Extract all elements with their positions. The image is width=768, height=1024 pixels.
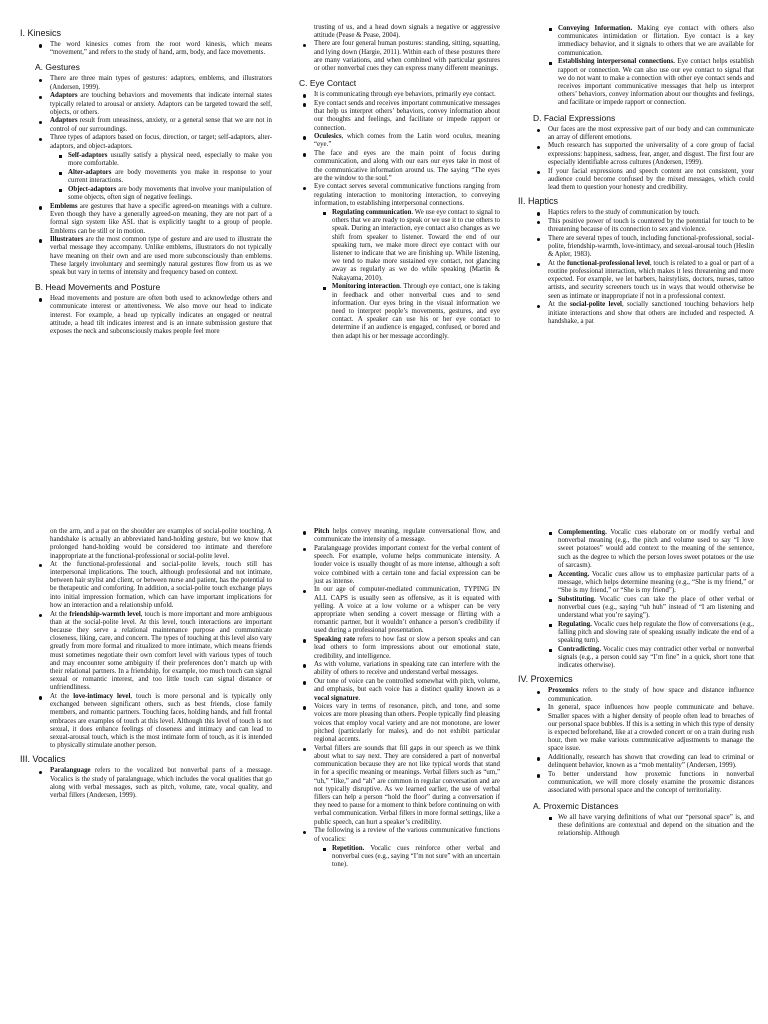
bullet-item xyxy=(518,25,754,108)
bullet-text: are body movements that involve your manipulation of some objects, often sign of negative feelings. xyxy=(68,185,272,201)
subsection-heading: D. Facial Expressions xyxy=(533,112,616,123)
bullet-item xyxy=(518,754,754,770)
bullet-text: At the xyxy=(50,693,74,701)
bullet-item xyxy=(518,771,754,796)
bullet-item xyxy=(284,133,500,149)
bullet-text: Vocalic cues help regulate the flow of conversations (e.g., falling pitch and slowing rate of speaking usually indicate the end of a speaking turn). xyxy=(558,620,754,645)
bullet-item xyxy=(284,100,500,133)
bullet-text: Verbal fillers are sounds that fill gaps in our speech as we think about what to say next. They are considered a part of nonverbal communication because they are not like typical words that stand in for a specific meaning or meanings. Verbal fillers such as “um,” “uh,” “like,” and “ah” are common in regular conversation and are not typically disruptive. As we learned earlier, the use of verbal fillers can help a person “hold the floor” during a conversation if they need to pause for a moment to think before continuing on with verbal communication. Verbal fillers in more formal settings, like a public speech, can hurt a speaker’s credibility. xyxy=(314,744,500,826)
bullet-text: Vocalic cues can take the place of other verbal or nonverbal cues (e.g., saying “uh huh” instead of “I am listening and understand what you’re saying”). xyxy=(558,595,754,620)
bullet-item xyxy=(284,40,500,73)
bullet-text: , which comes from the Latin word oculus, meaning “eye.” xyxy=(314,133,500,149)
bullet-text: In general, space influences how people communicate and behave. Smaller spaces with a higher density of people often lead to breaches of our personal space bubbles. If this is a setting in which this type of density is expected beforehand, like at a crowded concert or on a train during rush hour, then we make various communicative adjustments to manage the space issue. xyxy=(548,704,754,753)
bold-term: Paralanguage xyxy=(50,767,91,775)
bullet-item xyxy=(20,92,272,117)
bullet-text: There are four general human postures: standing, sitting, squatting, and lying down (Hargie, 2011). Within each of these postures there are many variations, and when combined with particular gestures or other nonverbal cues they can express many different meanings. xyxy=(314,40,500,73)
bullet-list xyxy=(518,814,754,839)
subsection-heading: C. Eye Contact xyxy=(299,78,357,89)
subsection-heading: A. Gestures xyxy=(35,62,80,73)
sub-bullet-item xyxy=(540,58,754,107)
bullet-text: Much research has supported the universality of a core group of facial expressions: happiness, sadness, fear, anger, and disgust. The first four are especially identifiable across cultures (Andersen, 1999). xyxy=(548,142,754,166)
bullet-item xyxy=(20,561,272,610)
bold-term: Monitoring interaction xyxy=(332,283,400,291)
bullet-text: Eye contact serves several communicative functions ranging from regulating interaction to monitoring interaction, to conveying information, to establishing interpersonal connections. xyxy=(314,183,500,207)
bold-term: Regulating communication xyxy=(332,209,412,217)
bullet-list xyxy=(518,687,754,795)
bullet-text: Vocalic cues may contradict other verbal or nonverbal signals (e.g., a person could say “I’m fine” in a quick, short tone that indicates otherwise). xyxy=(558,645,754,670)
bullet-text: Head movements and posture are often both used to acknowledge others and communicate interest or attentiveness. We also move our head to indicate interest. For example, a head up typically indicates an engaged or neutral attitude, a head tilt indicates interest and is an innate submission gesture that exposes the neck and subconsciously makes people feel more xyxy=(50,295,272,336)
bold-term: Adaptors xyxy=(50,117,78,125)
bullet-list xyxy=(20,41,272,57)
bullet-text: helps convey meaning, regulate conversational flow, and communicate the intensity of a message. xyxy=(314,528,500,544)
bullet-text: . We use eye contact to signal to others that we are ready to speak or we use it to cue others to speak. During an interaction, eye contact also changes as we shift from speaker to listener. Toward the end of our speaking turn, we make more direct eye contact with our listener to indicate that we are finishing up. While listening, we tend to make more sustained eye contact, not glancing away as regularly as we do while speaking (Martin & Nakayama, 2010). xyxy=(332,209,500,282)
bullet-item xyxy=(284,586,500,635)
bullet-list xyxy=(20,295,272,336)
bullet-text: There are three main types of gestures: adaptors, emblems, and illustrators (Andersen, 1999). xyxy=(50,75,272,91)
bullet-list xyxy=(284,528,500,869)
sub-bullet-item xyxy=(540,571,754,596)
bullet-text: As with volume, variations in speaking rate can interfere with the ability of others to receive and understand verbal messages. xyxy=(314,661,500,677)
bullet-text: refers to the study of how space and distance influence communication. xyxy=(548,687,754,703)
sub-bullet-item xyxy=(314,845,500,870)
column-3 xyxy=(518,528,754,1022)
bullet-list xyxy=(518,209,754,326)
bullet-text: To better understand how proxemic functions in nonverbal communication, we will more closely examine the proxemic distances associated with personal space and the concept of territoriality. xyxy=(548,770,754,795)
bullet-item xyxy=(284,636,500,661)
bullet-text: result from uneasiness, anxiety, or a general sense that we are not in control of our surroundings. xyxy=(50,117,272,133)
sub-bullet-item xyxy=(314,209,500,283)
section-heading: IV. Proxemics xyxy=(518,674,573,685)
bullet-text: Three types of adaptors based on focus, direction, or target; self-adaptors, alter-adaptors, and object-adaptors. xyxy=(50,134,272,150)
bold-term: Regulating. xyxy=(558,620,592,628)
sub-bullet-item xyxy=(540,646,754,671)
section-heading: II. Haptics xyxy=(518,196,559,207)
bullet-text: are body movements you make in response to your current interactions. xyxy=(68,168,272,184)
bullet-text: Haptics refers to the study of communication by touch. xyxy=(548,209,700,217)
bullet-text: Our faces are the most expressive part of our body and can communicate an array of different emotions. xyxy=(548,125,754,141)
bullet-text: This positive power of touch is countered by the potential for touch to be threatening because of its connection to sex and violence. xyxy=(548,217,754,234)
paragraph-text: on the arm, and a pat on the shoulder are examples of social-polite touching. A handshake is actually an abbreviated hand-holding gesture, but we know that prolonged hand-holding would be considered too intimate and therefore inappropriate at the functional-professional or social-polite level. xyxy=(50,528,272,560)
bullet-list xyxy=(518,529,754,670)
column-2 xyxy=(284,528,500,1022)
bullet-text: , touch is related to a goal or part of a routine professional interaction, which makes it less threatening and more expected. For example, we let barbers, hairstylists, doctors, nurses, tattoo artists, and security screeners touch us in ways that would otherwise be seen as intimate or inappropriate if not in a professional context. xyxy=(548,259,754,300)
column-1 xyxy=(20,528,272,1022)
bullet-text: Vocalic cues reinforce other verbal and nonverbal cues (e.g., saying “I’m not sure” with an uncertain tone). xyxy=(332,844,500,869)
sub-bullet-list xyxy=(314,209,500,341)
bullet-item xyxy=(20,134,272,202)
bullet-text: If your facial expressions and speech content are not consistent, your audience could become confused by the mixed messages, which could lead them to question your honesty and credibility. xyxy=(548,167,754,191)
bold-term: Oculesics xyxy=(314,133,342,141)
bold-term: functional-professional level xyxy=(566,259,650,267)
bullet-text: Making eye contact with others also communicates intimidation or flirtation. Eye contact is a key immediacy behavior, and it signals to others that we are available for communication. xyxy=(558,25,754,57)
bullet-item xyxy=(20,236,272,277)
bullet-text: Eye contact sends and receives important communicative messages that help us interpret others’ behaviors, convey information about our thoughts and feelings, and facilitate or impede rapport or connection. xyxy=(314,99,500,132)
subsection-heading: A. Proxemic Distances xyxy=(533,800,619,811)
bullet-text: Voices vary in terms of resonance, pitch, and tone, and some voices are more pleasing than others. People typically find pleasing voices that employ vocal variety and are not monotone, are lower pitched (particularly for males), and do not exhibit particular regional accents. xyxy=(314,703,500,744)
page-slice-1 xyxy=(0,24,768,470)
bullet-item xyxy=(284,745,500,827)
bullet-text: are gestures that have a specific agreed-on meanings with a culture. Even though they have a generally agreed-on meaning, they are not part of a formal sign system like ASL that is explicitly taught to a group of people. Emblems can be still or in motion. xyxy=(50,202,272,235)
bullet-text: Additionally, research has shown that crowding can lead to criminal or delinquent behavior, known as a “mob mentality” (Andersen, 1999). xyxy=(548,754,754,770)
bullet-item xyxy=(284,703,500,744)
bullet-text: Paralanguage provides important context for the verbal content of speech. For example, volume helps communicate intensity. A louder voice is usually thought of as more intense, although a soft voice combined with a certain tone and facial expression can be just as intense. xyxy=(314,544,500,585)
bullet-text: usually satisfy a physical need, especially to make you more comfortable. xyxy=(68,151,272,167)
bold-term: vocal signature xyxy=(314,694,359,702)
sub-bullet-item xyxy=(50,186,272,202)
sub-bullet-item xyxy=(50,169,272,185)
sub-bullet-item xyxy=(540,596,754,621)
bold-term: Repetition. xyxy=(332,844,365,852)
bullet-item xyxy=(20,41,272,57)
bold-term: Emblems xyxy=(50,202,78,210)
bullet-item xyxy=(518,126,754,142)
bullet-item xyxy=(20,295,272,336)
bullet-item xyxy=(20,693,272,750)
sub-bullet-item xyxy=(50,152,272,168)
bullet-list xyxy=(518,25,754,108)
section-heading: III. Vocalics xyxy=(20,754,66,765)
bullet-item xyxy=(284,183,500,340)
bullet-item xyxy=(284,827,500,869)
bullet-text: . Through eye contact, one is taking in feedback and other nonverbal cues and to send information. Our eyes bring in the visual information we need to interpret people’s movements, gestures, and eye contact. A speaker can use his or her eye contact to determine if an audience is engaged, confused, or bored and then adapt his or her message accordingly. xyxy=(332,283,500,340)
bullet-text: refers to the vocalized but nonverbal parts of a message. Vocalics is the study of paralanguage, which includes the vocal qualities that go along with verbal messages, such as pitch, volume, rate, vocal quality, and verbal fillers (Andersen, 1999). xyxy=(50,767,272,800)
bullet-text: There are several types of touch, including functional-professional, social-polite, friendship-warmth, love-intimacy, and sexual-arousal touch (Heslin & Apler, 1983). xyxy=(548,234,754,259)
bullet-text: , socially sanctioned touching behaviors help initiate interactions and show that others are included and respected. A handshake, a pat xyxy=(548,301,754,325)
bullet-item xyxy=(20,611,272,693)
bullet-text: We all have varying definitions of what our “personal space” is, and these definitions are contextual and depend on the situation and the relationship. Although xyxy=(558,813,754,837)
bullet-item xyxy=(20,203,272,236)
sub-bullet-item xyxy=(540,621,754,646)
bold-term: Object-adaptors xyxy=(68,185,117,193)
bullet-list xyxy=(20,561,272,751)
bullet-text: refers to how fast or slow a person speaks and can lead others to form impressions about our emotional state, credibility, and intelligence. xyxy=(314,636,500,660)
subsection-heading: B. Head Movements and Posture xyxy=(35,282,161,293)
bullet-text: It is communicating through eye behaviors, primarily eye contact. xyxy=(314,91,496,99)
bold-term: Conveying Information. xyxy=(558,25,633,32)
bullet-item xyxy=(20,75,272,91)
bullet-item xyxy=(518,704,754,753)
bullet-text: , touch is more important and more ambiguous than at the social-polite level. At this level, touch interactions are important because they serve a relational maintenance purpose and communicate closeness, liking, care, and concern. The types of touching at this level also vary greatly from more formal and ritualized to more intimate, which means friends must sometimes negotiate their own comfort level with various types of touch and may encounter some ambiguity if their preferences don’t match up with their relational partners. In a friendship, for example, too much touch can signal sexual or romantic interest, and too little touch can signal distance or unfriendliness. xyxy=(50,610,272,692)
bullet-item xyxy=(284,545,500,586)
bold-term: Contradicting. xyxy=(558,645,602,653)
bullet-item xyxy=(518,529,754,670)
bullet-item xyxy=(284,678,500,703)
bullet-item xyxy=(518,218,754,234)
column-1 xyxy=(20,24,272,470)
bullet-item xyxy=(518,301,754,326)
bullet-list xyxy=(284,40,500,73)
bullet-text: In our age of computer-mediated communication, TYPING IN ALL CAPS is usually seen as offensive, as it is equated with yelling. A voice at a low volume or a whisper can be very appropriate when sending a covert message or flirting with a romantic partner, but it wouldn’t enhance a person’s credibility if used during a professional presentation. xyxy=(314,586,500,635)
page-slice-2 xyxy=(0,528,768,1022)
bullet-item xyxy=(518,687,754,703)
bullet-text: At the xyxy=(50,610,70,618)
section-heading: I. Kinesics xyxy=(20,28,62,38)
bullet-item xyxy=(518,235,754,260)
bold-term: Proxemics xyxy=(548,687,579,695)
bullet-text: . xyxy=(358,694,361,702)
bullet-text: Vocalic cues elaborate on or modify verbal and nonverbal meaning (e.g., the pitch and volume used to say “I love sweet potatoes” would add context to the meaning of the sentence, such as the degree to which the person loves sweet potatoes or the use of sarcasm). xyxy=(558,529,754,569)
bold-term: social-polite level xyxy=(569,301,622,309)
bullet-item xyxy=(284,661,500,677)
bullet-list xyxy=(518,126,754,193)
bold-term: Illustrators xyxy=(50,236,84,244)
bold-term: Speaking rate xyxy=(314,636,356,644)
column-3 xyxy=(518,24,754,470)
bold-term: Alter-adaptors xyxy=(68,168,112,176)
bullet-item xyxy=(20,767,272,800)
bullet-item xyxy=(284,528,500,544)
paragraph-text: trusting of us, and a head down signals a negative or aggressive attitude (Pease & Pease, 2004). xyxy=(314,24,500,40)
bullet-text: The face and eyes are the main point of focus during communication, and along with our ears our eyes take in most of the communicative information around us. The saying “The eyes are the window to the soul.” xyxy=(314,150,500,182)
bullet-text: At the xyxy=(548,301,570,309)
bullet-text: are the most common type of gesture and are used to illustrate the verbal message they accompany. Unlike emblems, illustrators do not typically have meaning on their own and are used more subconsciously than emblems. These largely involuntary and seemingly natural gestures flow from us as we speak but vary in terms of intensity and frequency based on context. xyxy=(50,236,272,277)
bold-term: Self-adaptors xyxy=(68,151,108,159)
bullet-item xyxy=(518,814,754,839)
bullet-item xyxy=(518,168,754,193)
sub-bullet-list xyxy=(540,25,754,108)
sub-bullet-item xyxy=(314,283,500,340)
column-2 xyxy=(284,24,500,470)
bullet-item xyxy=(518,260,754,301)
bullet-item xyxy=(284,150,500,183)
bullet-text: Vocalic cues allow us to emphasize particular parts of a message, which helps determine meaning (e.g., “She is my friend,” or “She is my friend,” or “She is my friend”). xyxy=(558,570,754,594)
bullet-text: The following is a review of the various communicative functions of vocalics: xyxy=(314,827,500,843)
bold-term: Adaptors xyxy=(50,92,78,100)
bold-term: love-intimacy level xyxy=(73,693,131,701)
sub-bullet-list xyxy=(540,814,754,839)
sub-bullet-list xyxy=(50,152,272,202)
sub-bullet-item xyxy=(540,25,754,58)
bullet-list xyxy=(20,767,272,800)
sub-bullet-item xyxy=(540,814,754,839)
sub-bullet-list xyxy=(314,845,500,870)
bullet-text: Eye contact helps establish rapport or connection. We can also use our eye contact to signal that we do not want to make a connection with other eye contact sends and receives important communicative messages that help us interpret others’ behaviors, convey information about our thoughts and feelings, and facilitate or impede rapport or connection. xyxy=(558,58,754,107)
bullet-text: At the functional-professional and social-polite levels, touch still has interpersonal implications. The touch, although professional and not intimate, between hair stylist and client, or between nurse and patient, has the potential to be therapeutic and comforting. In addition, a social-polite touch exchange plays into initial impression formation, which can have important implications for how an interaction and a relationship unfold. xyxy=(50,560,272,609)
bullet-text: At the xyxy=(548,259,567,267)
bullet-text: The word kinesics comes from the root word kinesis, which means “movement,” and refers to the study of hand, arm, body, and face movements. xyxy=(50,41,272,57)
bullet-text: are touching behaviors and movements that indicate internal states typically related to arousal or anxiety. Adaptors can be targeted toward the self, objects, or others. xyxy=(50,92,272,116)
bullet-item xyxy=(518,142,754,167)
bullet-text: Our tone of voice can be controlled somewhat with pitch, volume, and emphasis, but each voice has a distinct quality known as a xyxy=(314,678,500,694)
bullet-item xyxy=(284,91,500,99)
bold-term: Complementing. xyxy=(558,529,607,536)
bullet-text: , touch is more personal and is typically only exchanged between significant others, such as best friends, close family members, and romantic partners. Touching faces, holding hands, and full frontal embraces are examples of touch at this level. Although this level of touch is not sexual, it does enhance feelings of closeness and intimacy and can lead to sexual-arousal touch, which is the most intimate form of touch, as it is intended to physically stimulate another person. xyxy=(50,693,272,750)
bullet-item xyxy=(518,209,754,217)
bold-term: Establishing interpersonal connections. xyxy=(558,58,675,66)
bold-term: friendship-warmth level xyxy=(69,610,141,618)
bold-term: Accenting. xyxy=(558,570,590,578)
sub-bullet-item xyxy=(540,529,754,570)
bullet-item xyxy=(20,117,272,133)
bold-term: Substituting. xyxy=(558,595,596,603)
bullet-list xyxy=(284,91,500,341)
sub-bullet-list xyxy=(540,529,754,670)
bold-term: Pitch xyxy=(314,528,330,535)
bullet-list xyxy=(20,75,272,277)
